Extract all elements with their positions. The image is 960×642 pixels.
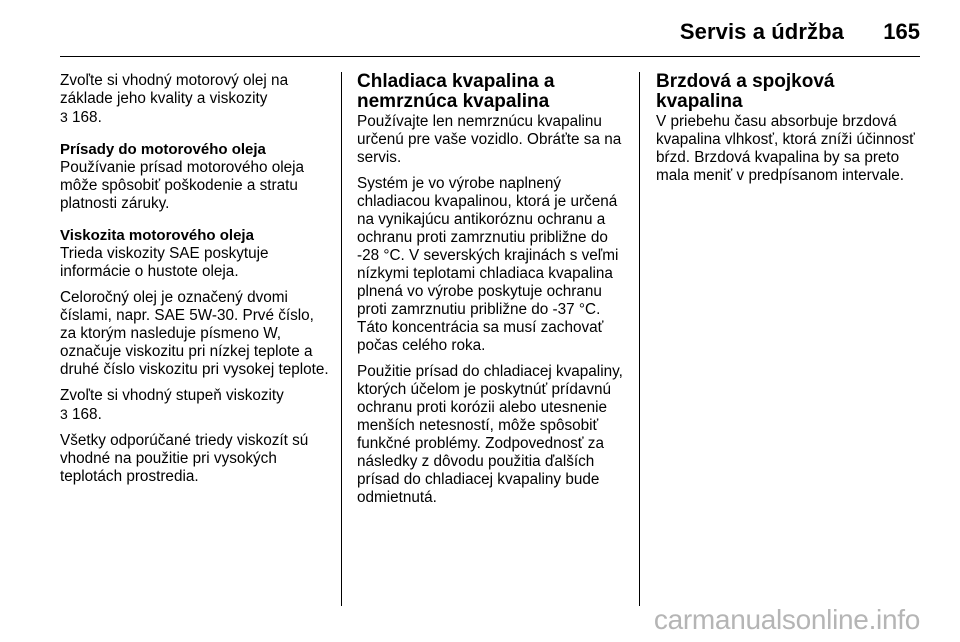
viscosity-choice-paragraph: Zvoľte si vhodný stupeň viskozity 3 168. <box>60 387 284 423</box>
brake-fluid-paragraph: V priebehu času absorbuje brzdová kvapalina vlhkosť, ktorá zníži účinnosť bŕzd. Brzdová kvapalina by sa preto mala meniť v predpísanom intervale. <box>656 113 915 184</box>
additives-paragraph: Používanie prísad motorového oleja môže spôsobiť poškodenie a stratu platnosti záruky. <box>60 159 305 212</box>
column-3 <box>656 72 926 193</box>
page-header <box>0 0 960 56</box>
column-1 <box>60 72 330 494</box>
sae-paragraph: Trieda viskozity SAE poskytuje informácie o hustote oleja. <box>60 245 269 280</box>
page-reference-link[interactable]: 168. <box>72 109 102 126</box>
page-number: 165 <box>883 19 920 44</box>
subheading-viscosity: Viskozita motorového oleja <box>60 227 254 244</box>
section-title-brake-fluid: Brzdová a spojková kvapalina <box>656 71 835 112</box>
subheading-additives: Prísady do motorového oleja <box>60 141 266 158</box>
watermark: carmanualsonline.info <box>653 604 920 635</box>
coolant-paragraph-3: Použitie prísad do chladiacej kvapaliny, ktorých účelom je poskytnúť prídavnú ochranu proti korózii alebo utesnenie menších netesností, môže spôsobiť funkčné problémy. Zodpovednosť za následky z dôvodu použitia ďalších prísad do chladiacej kvapaliny bude odmietnutá. <box>357 363 623 506</box>
column-2 <box>357 72 632 515</box>
column-divider <box>639 72 640 606</box>
page-reference-link[interactable]: 168. <box>72 406 102 423</box>
viscosity-classes-paragraph: Všetky odporúčané triedy viskozít sú vhodné na použitie pri vysokých teplotách prostredia. <box>60 432 309 485</box>
column-divider <box>341 72 342 606</box>
page-title: Servis a údržba <box>679 19 844 44</box>
triangle-arrow-icon: 3 <box>60 406 68 422</box>
oil-choice-paragraph: Zvoľte si vhodný motorový olej na základe jeho kvality a viskozity 3 168. <box>60 72 289 126</box>
header-rule <box>60 56 920 57</box>
coolant-paragraph-1: Používajte len nemrznúcu kvapalinu určenú pre vaše vozidlo. Obráťte sa na servis. <box>357 113 622 166</box>
multigrade-paragraph: Celoročný olej je označený dvomi číslami, napr. SAE 5W-30. Prvé číslo, za ktorým nasleduje písmeno W, označuje viskozitu pri nízkej teplote a druhé číslo viskozitu pri vysokej teplote. <box>60 289 329 378</box>
coolant-paragraph-2: Systém je vo výrobe naplnený chladiacou kvapalinou, ktorá je určená na vynikajúcu antikoróznu ochranu a ochranu proti zamrznutiu približne do -28 °C. V severských krajinách s veľmi nízkymi teplotami chladiaca kvapalina plnená vo výrobe poskytuje ochranu proti zamrznutiu približne do -37 °C. Táto koncentrácia sa musí zachovať počas celého roka. <box>357 175 619 354</box>
triangle-arrow-icon: 3 <box>60 109 68 125</box>
section-title-coolant: Chladiaca kvapalina a nemrznúca kvapalina <box>357 71 555 112</box>
